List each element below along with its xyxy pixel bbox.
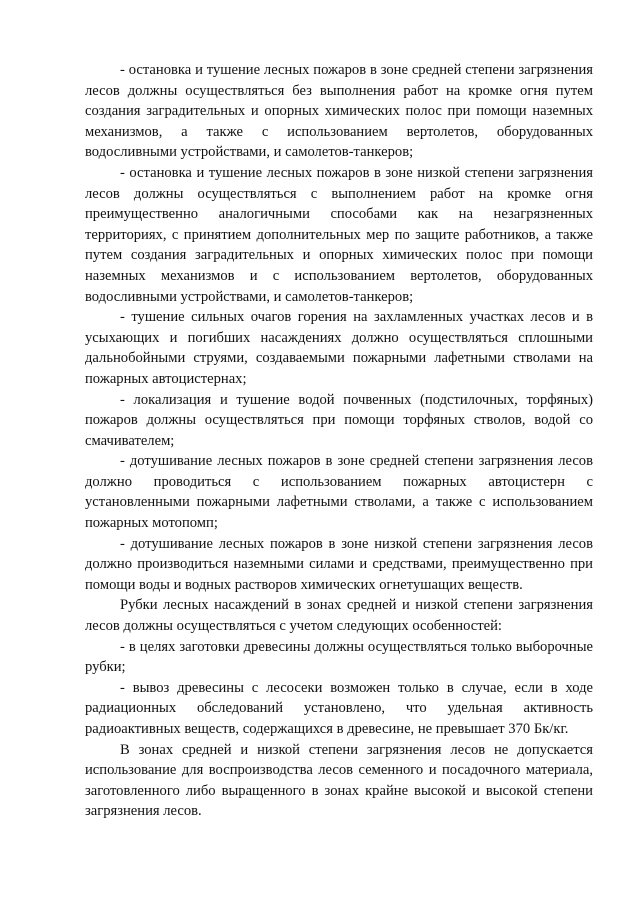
paragraph-fire-low-zone: - остановка и тушение лесных пожаров в зоне низкой степени загрязнения лесов должны осуществляться с выполнением работ на кромке огня преимущественно аналогичными способами как на незагрязненных территориях, с принятием дополнительных мер по защите работников, а также путем создания заградительных и опорных химических полос при помощи наземных механизмов и с использованием вертолетов, оборудованных водосливными устройствами, и самолетов-танкеров; [85,164,593,305]
paragraph-selective-logging: - в целях заготовки древесины должны осуществляться только выборочные рубки; [85,638,593,676]
paragraph-soil-fires: - локализация и тушение водой почвенных (подстилочных, торфяных) пожаров должны осуществляться при помощи торфяных стволов, водой со смачивателем; [85,391,593,449]
paragraph-extinguish-low-zone: - дотушивание лесных пожаров в зоне низкой степени загрязнения лесов должно производиться наземными силами и средствами, преимущественно при помощи воды и водных растворов химических огнетушащих веществ. [85,535,593,593]
document-page [85,60,593,822]
paragraph-seed-material: В зонах средней и низкой степени загрязнения лесов не допускается использование для воспроизводства лесов семенного и посадочного материала, заготовленного либо выращенного в зонах крайне высокой и высокой степени загрязнения лесов. [85,741,593,820]
paragraph-fire-medium-zone: - остановка и тушение лесных пожаров в зоне средней степени загрязнения лесов должны осуществляться без выполнения работ на кромке огня путем создания заградительных и опорных химических полос при помощи наземных механизмов, а также с использованием вертолетов, оборудованных водосливными устройствами, и самолетов-танкеров; [85,62,593,161]
paragraph-extinguish-medium-zone: - дотушивание лесных пожаров в зоне средней степени загрязнения лесов должно проводиться с использованием пожарных автоцистерн с установленными пожарными лафетными стволами, а также с использованием пожарных мотопомп; [85,453,593,532]
paragraph-wood-removal: - вывоз древесины с лесосеки возможен только в случае, если в ходе радиационных обследований установлено, что удельная активность радиоактивных веществ, содержащихся в древесине, не превышает 370 Бк/кг. [85,679,593,737]
paragraph-strong-fire-sources: - тушение сильных очагов горения на захламленных участках лесов и в усыхающих и погибших насаждениях должно осуществляться сплошными дальнобойными струями, создаваемыми пожарными лафетными стволами на пожарных автоцистернах; [85,309,593,387]
paragraph-logging-intro: Рубки лесных насаждений в зонах средней и низкой степени загрязнения лесов должны осуществляться с учетом следующих особенностей: [85,597,593,635]
